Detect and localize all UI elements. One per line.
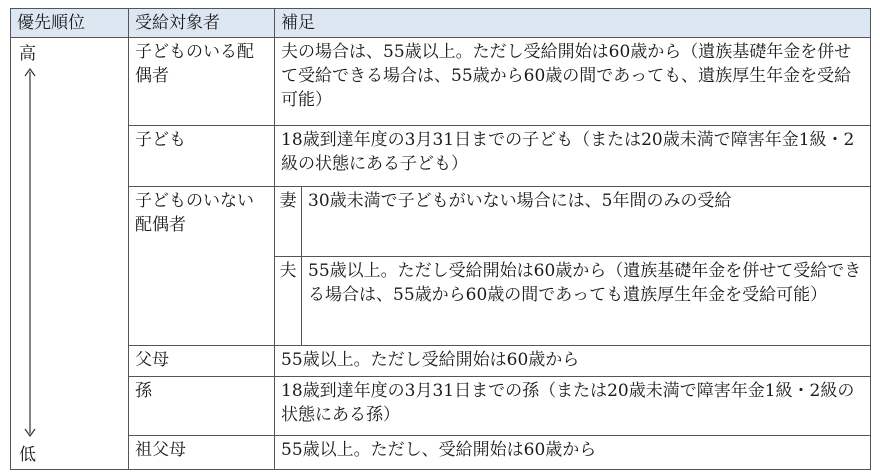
recipient-cell: 子ども xyxy=(129,126,275,187)
header-note: 補足 xyxy=(275,9,871,38)
sub-label-husband: 夫 xyxy=(275,257,302,345)
note-cell: 55歳以上。ただし、受給開始は60歳から xyxy=(275,436,871,470)
priority-arrow-icon xyxy=(23,68,37,437)
sub-label-wife: 妻 xyxy=(275,186,302,257)
recipient-cell: 子どものいない配偶者 xyxy=(129,186,275,345)
table-row xyxy=(11,376,871,436)
survivor-pension-priority-table xyxy=(10,8,871,470)
priority-scale xyxy=(11,37,129,469)
note-cell: 30歳未満で子どもがいない場合には、5年間のみの受給 xyxy=(302,186,871,257)
recipient-cell: 孫 xyxy=(129,376,275,436)
recipient-cell: 子どものいる配偶者 xyxy=(129,37,275,125)
table-row xyxy=(11,345,871,376)
header-priority: 優先順位 xyxy=(11,9,129,38)
table-row xyxy=(11,436,871,470)
note-cell: 55歳以上。ただし受給開始は60歳から xyxy=(275,345,871,376)
recipient-cell: 祖父母 xyxy=(129,436,275,470)
note-cell: 夫の場合は、55歳以上。ただし受給開始は60歳から（遺族基礎年金を併せて受給できる場合は、55歳から60歳の間であっても、遺族厚生年金を受給可能） xyxy=(275,37,871,125)
note-cell: 55歳以上。ただし受給開始は60歳から（遺族基礎年金を併せて受給できる場合は、55歳から60歳の間であっても遺族厚生年金を受給可能） xyxy=(302,257,871,345)
header-row xyxy=(11,9,871,38)
priority-high-label: 高 xyxy=(19,43,36,64)
table-row xyxy=(11,186,871,257)
recipient-cell: 父母 xyxy=(129,345,275,376)
header-recipient: 受給対象者 xyxy=(129,9,275,38)
table-row xyxy=(11,37,871,125)
table-row xyxy=(11,126,871,187)
note-cell: 18歳到達年度の3月31日までの子ども（または20歳未満で障害年金1級・2級の状態にある子ども） xyxy=(275,126,871,187)
priority-low-label: 低 xyxy=(19,445,36,465)
note-cell: 18歳到達年度の3月31日までの孫（または20歳未満で障害年金1級・2級の状態にある孫） xyxy=(275,376,871,436)
